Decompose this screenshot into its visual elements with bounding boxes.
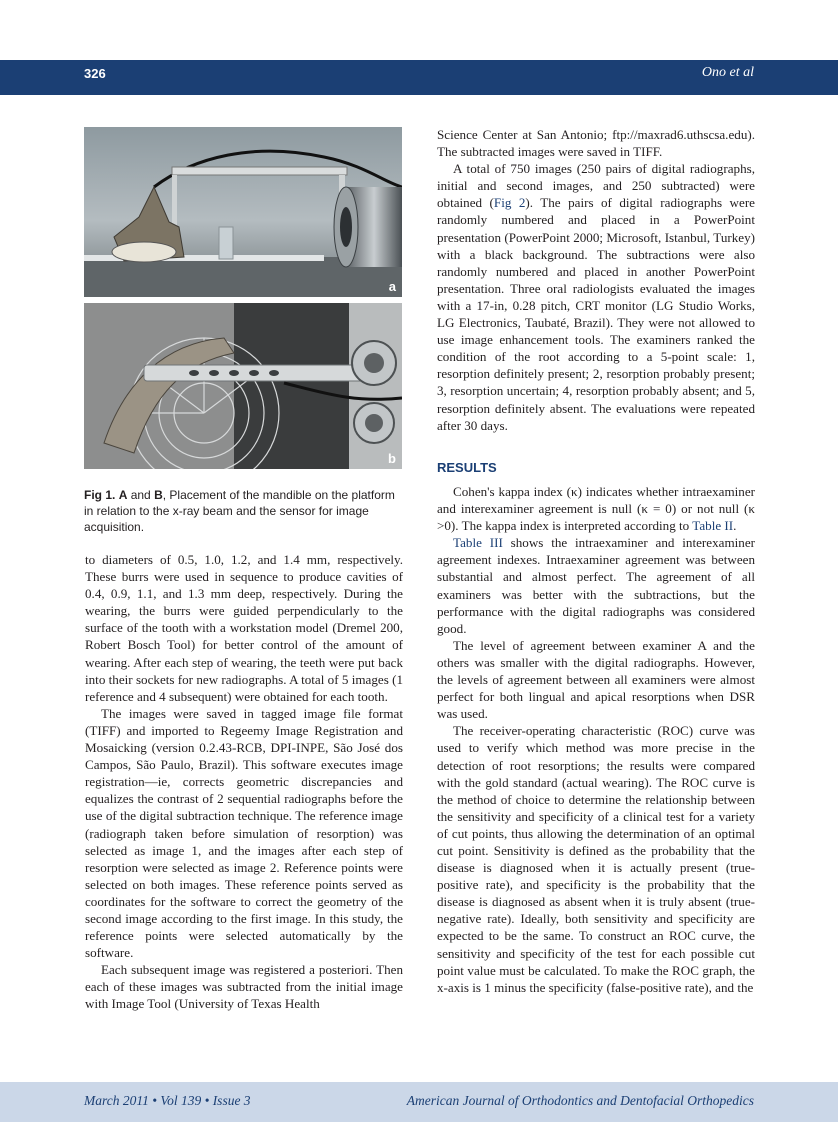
caption-and: and	[130, 488, 151, 502]
results-paragraph-1-text: Cohen's kappa index (κ) indicates whether intraexaminer and interexaminer agreement is null (κ = 0) or not null (κ >0). The kappa index is interpreted according to	[437, 484, 755, 534]
results-paragraph-2	[437, 534, 755, 637]
caption-title: Fig 1.	[84, 488, 116, 502]
right-paragraph-2	[437, 160, 755, 434]
figure-1b-illustration	[84, 303, 402, 469]
left-paragraph-1: to diameters of 0.5, 1.0, 1.2, and 1.4 mm, respectively. These burrs were used in sequence to produce cavities of 0.4, 0.9, 1.1, and 1.3 mm deep, respectively. During the wearing, the burrs were guided perpendicularly to the surface of the tooth with a workstation model (Dremel 200, Robert Bosch Tool) for better control of the amount of wearing. After each step of wearing, the teeth were put back into their sockets for new radiographs. A total of 5 images (1 reference and 4 subsequent) were obtained for each tooth.	[85, 552, 403, 704]
right-column-methods	[437, 126, 755, 434]
right-column-results	[437, 483, 755, 996]
left-paragraph-2: The images were saved in tagged image file format (TIFF) and imported to Regeemy Image Registration and Mosaicking (version 0.2.43-RCB, DPI-INPE, São José dos Campos, São Paulo, Brazil). This software executes image registration—ie, corrects geometric discrepancies and equalizes the contrast of 2 sequential radiographs before the use of the digital subtraction technique. The reference image (radiograph taken before simulation of resorption) was selected as image 1, and the images after each step of resorption were selected as image 2. Reference points were selected on both images. These reference points served as coordinates for the software to correct the geometry of the second image according to the first image. In this study, the reference points were selected automatically by the software.	[85, 705, 403, 961]
results-paragraph-1-end: .	[733, 518, 737, 534]
running-head: Ono et al	[701, 65, 754, 80]
page-number: 326	[84, 66, 106, 81]
table-3-link[interactable]: Table III	[453, 535, 503, 551]
results-paragraph-4: The receiver-operating characteristic (ROC) curve was used to verify which method was more precise in the detection of root resorptions; the results were compared with the gold standard (actual wearing). The ROC curve is the method of choice to determine the relationship between the sensitivity and specificity of a clinical test for a variety of cut points, thus allowing the determination of an optimal cut point. Sensitivity is defined as the probability that the disease is diagnosed when it is actually present (true-positive rate), and specificity is the probability that the disease is diagnosed as absent when it is truly absent (true-negative rate). Ideally, both sensitivity and specificity are expected to be the same. To construct an ROC curve, the sensitivity and specificity of the test for each possible cut point value must be calculated. To make the ROC graph, the x-axis is 1 minus the specificity (false-positive rate), and the	[437, 723, 755, 995]
footer-issue: March 2011 • Vol 139 • Issue 3	[84, 1093, 251, 1108]
figure-1b-photo	[84, 303, 402, 469]
right-paragraph-2-text-a: A total of 750 images (250 pairs of digital radiographs, initial and second images, and 250 subtracted) were obtained (	[437, 161, 755, 211]
results-paragraph-2-text: shows the intraexaminer and interexaminer agreement indexes. Intraexaminer agreement was between substantial and almost perfect. The agreement of all examiners was better with the subtractions, but the performance with the digital radiographs was considered good.	[437, 535, 755, 636]
figure-1a-photo	[84, 127, 402, 297]
table-2-link[interactable]: Table II	[692, 518, 734, 534]
results-paragraph-3: The level of agreement between examiner A and the others was smaller with the digital radiographs. However, the levels of agreement between all examiners were almost perfect for both lingual and apical resorptions when DSR was used.	[437, 637, 755, 722]
figure-panel-b-label: b	[388, 451, 396, 466]
caption-panel-b: B	[154, 488, 163, 502]
fig-2-link[interactable]: Fig 2	[493, 195, 526, 211]
results-heading: RESULTS	[437, 460, 497, 475]
caption-panel-a: A	[118, 488, 128, 502]
figure-caption	[84, 487, 404, 535]
right-paragraph-1: Science Center at San Antonio; ftp://maxrad6.uthscsa.edu). The subtracted images were saved in TIFF.	[437, 127, 755, 160]
left-column-body	[85, 551, 403, 1013]
figure-panel-a-label: a	[388, 279, 396, 294]
footer-journal: American Journal of Orthodontics and Dentofacial Orthopedics	[406, 1093, 754, 1108]
caption-text: , Placement of the mandible on the platform in relation to the x-ray beam and the sensor for image acquisition.	[84, 488, 395, 534]
right-paragraph-2-text-b: ). The pairs of digital radiographs were randomly numbered and placed in a PowerPoint presentation (PowerPoint 2000; Microsoft, Istanbul, Turkey) with a black background. The subtractions were also randomly numbered and placed in another PowerPoint presentation. Three oral radiologists evaluated the images with a 17-in, 0.28 pitch, CRT monitor (LG Studio Works, LG Electronics, Taubaté, Brazil). They were not allowed to use image enhancement tools. The examiners ranked the condition of the root according to a 5-point scale: 1, resorption definitely present; 2, resorption probably present; 3, resorption uncertain; 4, resorption probably absent; and 5, resorption definitely absent. The evaluations were repeated after 30 days.	[437, 195, 755, 433]
results-paragraph-1	[437, 483, 755, 534]
left-paragraph-3: Each subsequent image was registered a posteriori. Then each of these images was subtracted from the initial image with Image Tool (University of Texas Health	[85, 962, 403, 1012]
figure-1a-illustration	[84, 127, 402, 297]
